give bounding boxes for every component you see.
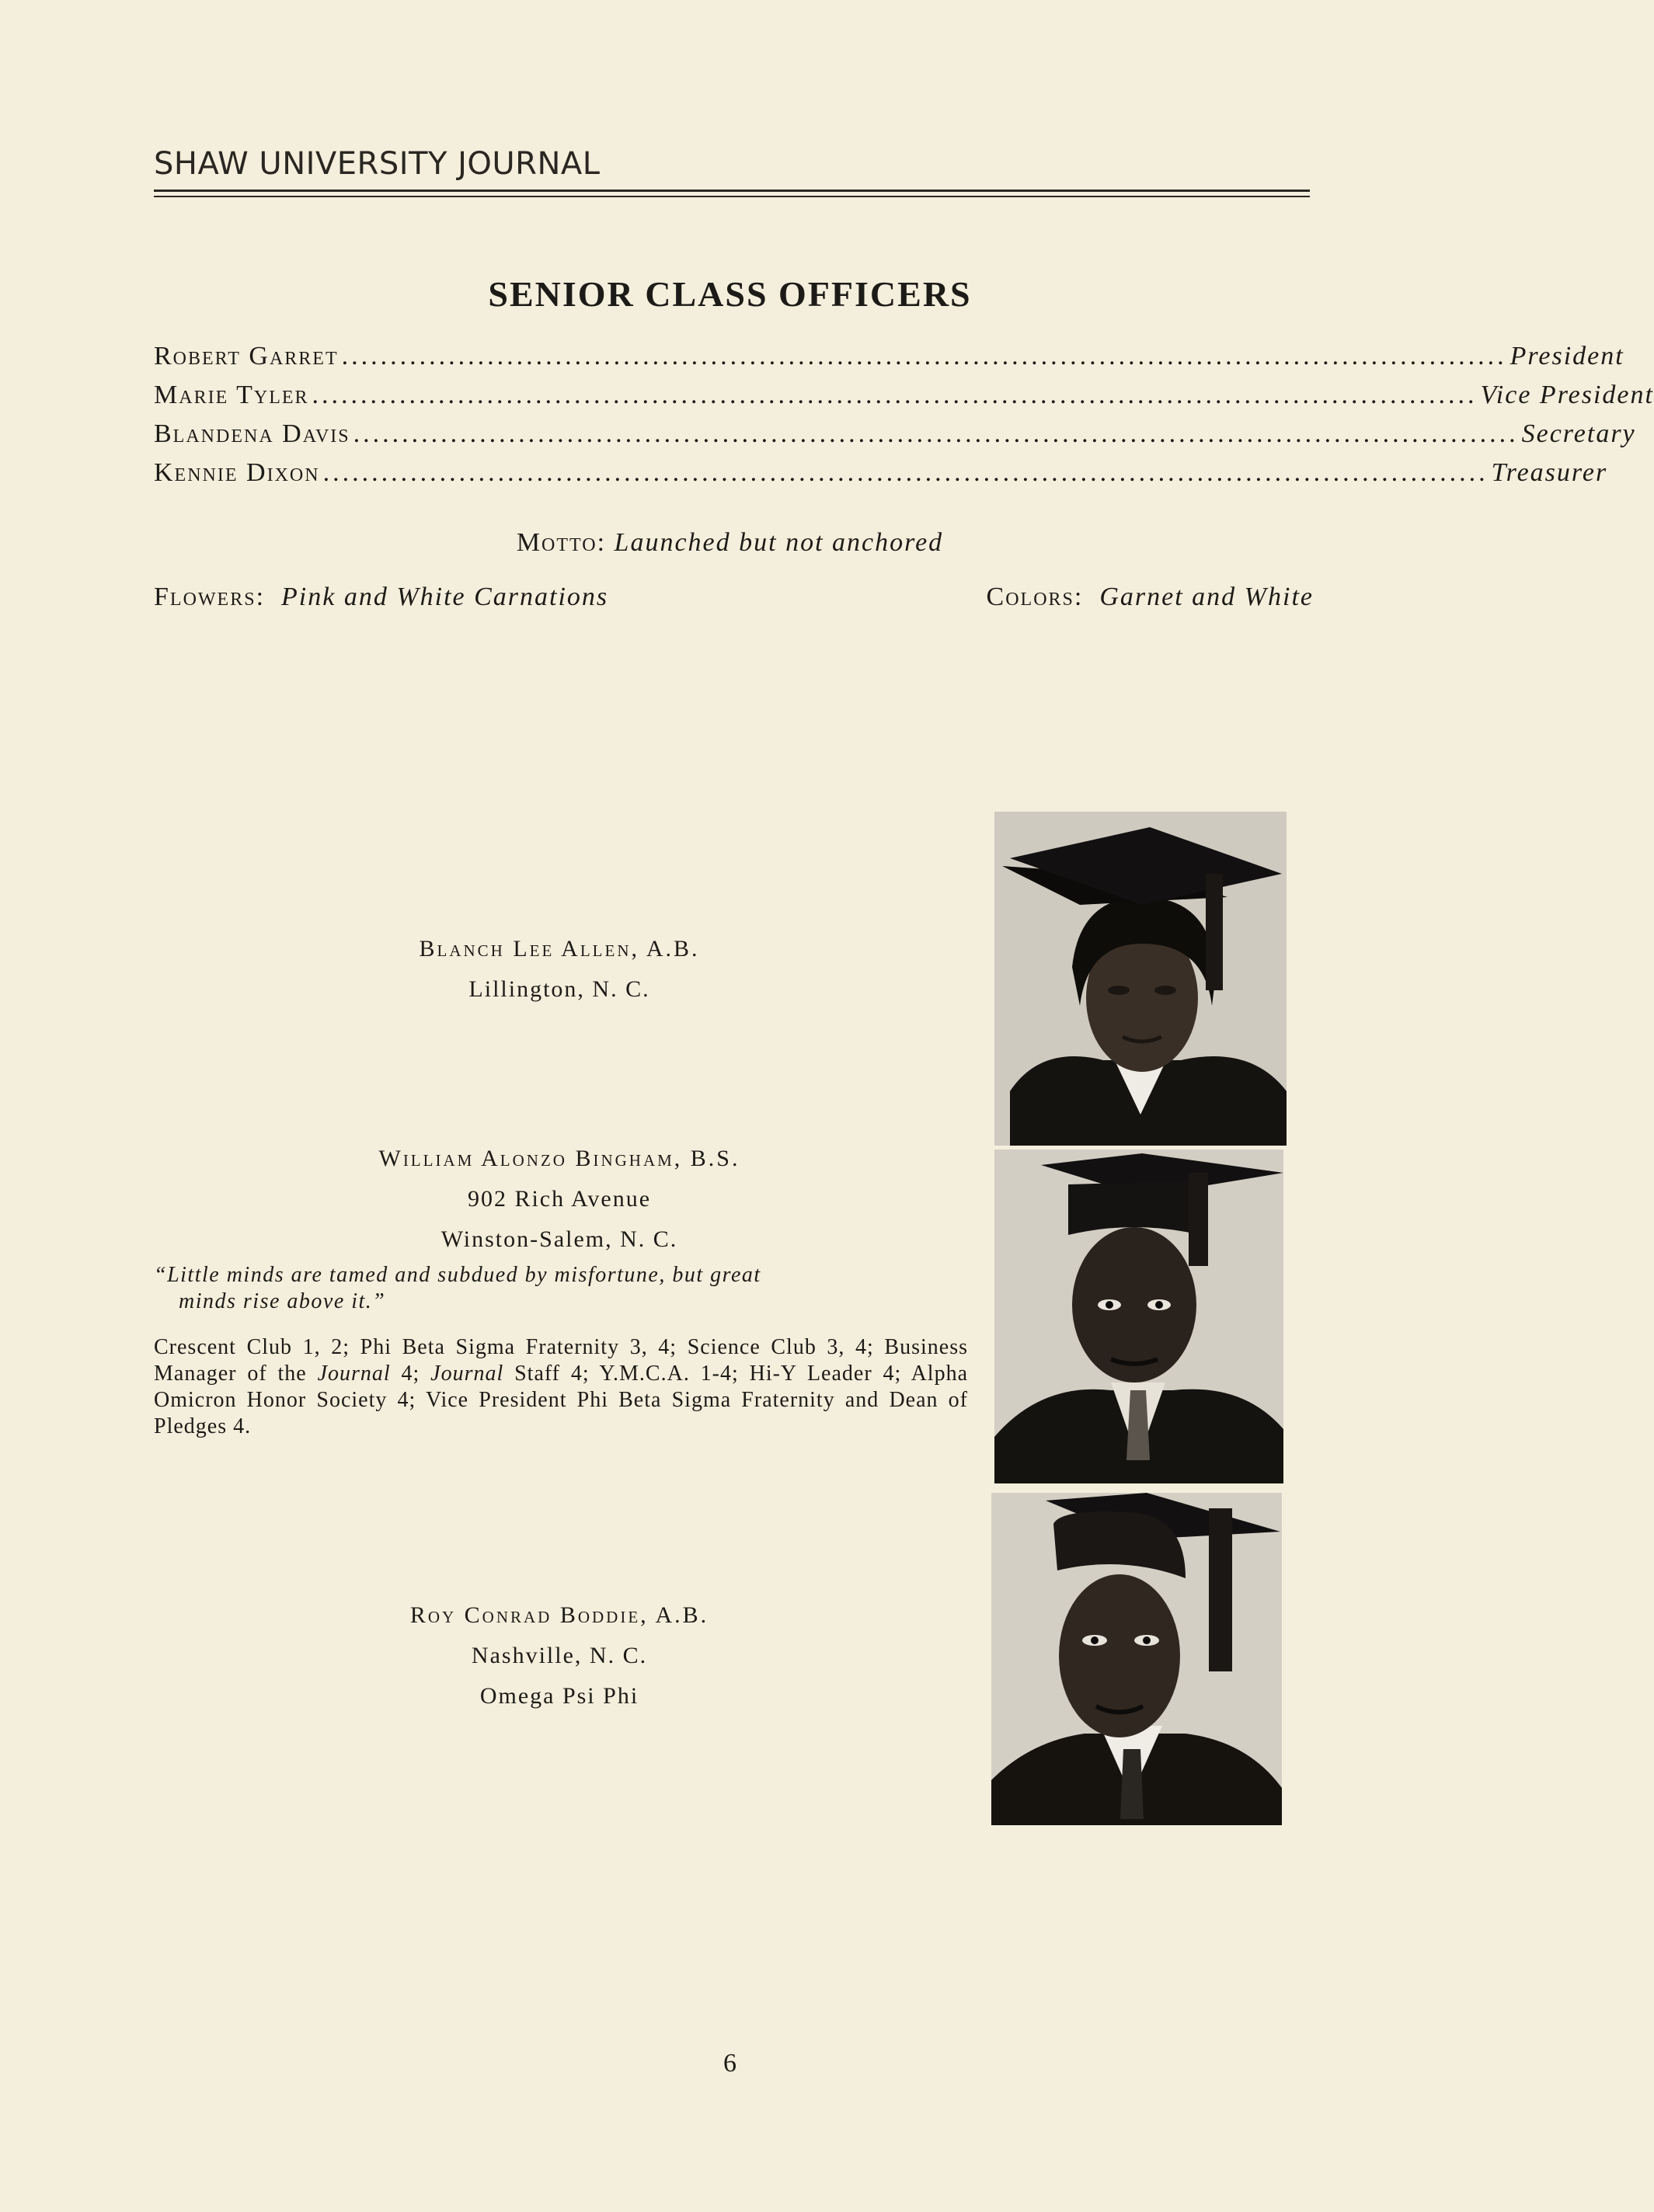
senior-entry bbox=[326, 929, 792, 1010]
dot-leader: ........................................................................................................................ bbox=[322, 458, 1489, 487]
motto-value: Launched but not anchored bbox=[614, 528, 944, 557]
portrait-photo bbox=[994, 812, 1287, 1146]
senior-entry bbox=[295, 1139, 824, 1260]
portrait-photo bbox=[991, 1493, 1282, 1825]
officer-row bbox=[154, 342, 1624, 381]
senior-address: Nashville, N. C. bbox=[471, 1643, 648, 1668]
flowers-value: Pink and White Carnations bbox=[281, 583, 609, 611]
senior-address: Winston-Salem, N. C. bbox=[440, 1226, 678, 1252]
senior-entry bbox=[326, 1595, 792, 1716]
quote-line: minds rise above it.” bbox=[179, 1289, 386, 1313]
header-rule-thin bbox=[154, 196, 1310, 197]
header-rule bbox=[154, 190, 1310, 192]
officer-office: Treasurer bbox=[1491, 458, 1608, 487]
senior-name: Roy Conrad Boddie, A.B. bbox=[409, 1602, 709, 1628]
class-motto bbox=[0, 528, 1460, 558]
class-colors bbox=[987, 583, 1314, 612]
portrait-photo bbox=[994, 1149, 1283, 1483]
officer-office: President bbox=[1509, 342, 1624, 370]
activities-text: Staff 4; Y.M.C.A. 1-4; Hi-Y Leader 4; Alpha Omicron Honor Society 4; Vice President Phi Beta Sigma Fraternity and Dean of Pledges 4. bbox=[154, 1362, 969, 1438]
activities-journal: Journal bbox=[317, 1362, 391, 1386]
section-title: SENIOR CLASS OFFICERS bbox=[488, 274, 972, 314]
officer-row bbox=[154, 381, 1654, 419]
page-number: 6 bbox=[723, 2049, 736, 2078]
dot-leader: ........................................................................................................................ bbox=[353, 419, 1519, 448]
activities-text: Crescent Club 1, 2; Phi Beta Sigma Fraternity 3, 4; Science Club 3, 4; Business Manager of the bbox=[154, 1335, 968, 1386]
senior-name: Blanch Lee Allen, A.B. bbox=[419, 936, 700, 962]
officer-name: Robert Garret bbox=[154, 342, 339, 370]
officer-name: Marie Tyler bbox=[154, 381, 309, 409]
officer-row bbox=[154, 458, 1608, 497]
dot-leader: ........................................................................................................................ bbox=[312, 381, 1478, 409]
senior-activities bbox=[154, 1334, 968, 1440]
officers-list bbox=[154, 342, 1654, 497]
senior-name: William Alonzo Bingham, B.S. bbox=[378, 1146, 740, 1171]
colors-value: Garnet and White bbox=[1099, 583, 1314, 611]
senior-affiliation: Omega Psi Phi bbox=[479, 1683, 639, 1709]
quote-line: “Little minds are tamed and subdued by misfortune, but great bbox=[154, 1263, 761, 1287]
senior-address: Lillington, N. C. bbox=[468, 976, 650, 1002]
motto-label: Motto: bbox=[516, 528, 607, 557]
officer-office: Secretary bbox=[1521, 419, 1636, 448]
officer-row bbox=[154, 419, 1636, 458]
activities-text: 4; bbox=[390, 1362, 431, 1386]
officer-name: Kennie Dixon bbox=[154, 458, 320, 487]
colors-label: Colors: bbox=[986, 583, 1084, 611]
officer-name: Blandena Davis bbox=[154, 419, 350, 448]
dot-leader: ........................................................................................................................ bbox=[341, 342, 1507, 370]
officer-office: Vice President bbox=[1480, 381, 1654, 409]
running-header: SHAW UNIVERSITY JOURNAL bbox=[154, 146, 601, 182]
class-flowers bbox=[154, 583, 608, 612]
senior-street: 902 Rich Avenue bbox=[467, 1186, 652, 1212]
senior-quote bbox=[154, 1262, 968, 1315]
activities-journal: Journal bbox=[430, 1362, 504, 1386]
flowers-label: Flowers: bbox=[154, 583, 266, 611]
